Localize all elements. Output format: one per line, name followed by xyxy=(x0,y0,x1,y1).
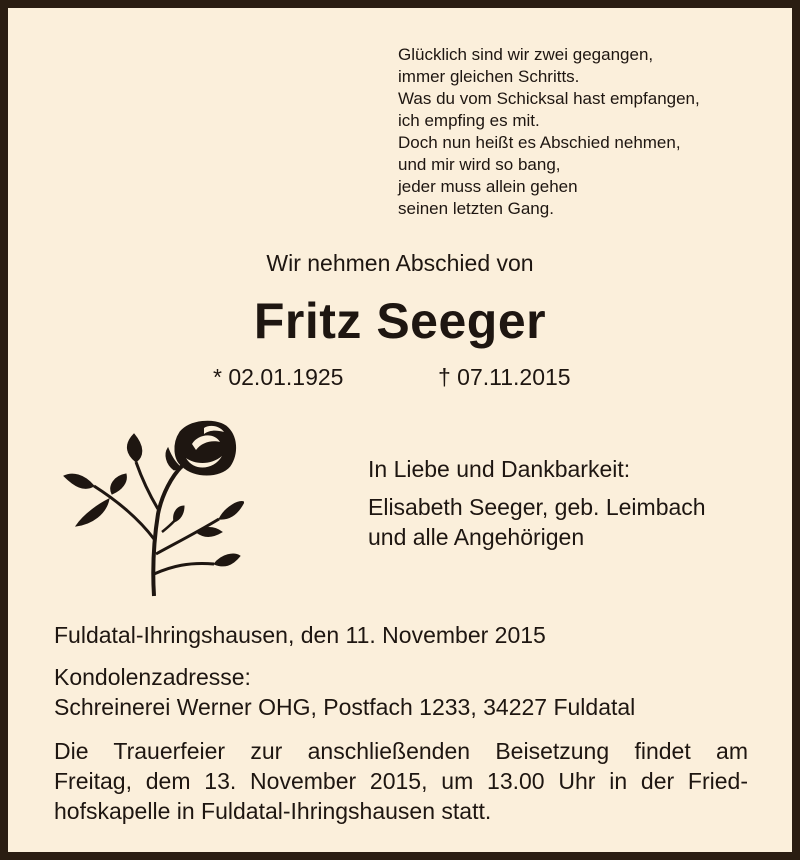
mourners-heading: In Liebe und Dankbarkeit: xyxy=(368,456,631,482)
poem-line: jeder muss allein gehen xyxy=(398,177,578,196)
poem-line: Was du vom Schicksal hast empfangen, xyxy=(398,89,700,108)
place-date: Fuldatal-Ihringshausen, den 11. November 2015 xyxy=(54,622,546,648)
obituary-card xyxy=(8,8,792,852)
deceased-name: Fritz Seeger xyxy=(253,293,547,349)
birth-date: * 02.01.1925 xyxy=(213,364,344,390)
condolence-address-text: Schreinerei Werner OHG, Postfach 1233, 34227 Fuldatal xyxy=(54,694,636,720)
poem-line: immer gleichen Schritts. xyxy=(398,67,580,86)
mourner-line: Elisabeth Seeger, geb. Leimbach xyxy=(368,494,706,520)
death-date: † 07.11.2015 xyxy=(438,364,571,390)
poem-line: ich empfing es mit. xyxy=(398,111,540,130)
farewell-intro: Wir nehmen Abschied von xyxy=(266,250,534,276)
poem xyxy=(398,44,700,220)
funeral-notice xyxy=(54,736,748,826)
poem-line: und mir wird so bang, xyxy=(398,155,561,174)
poem-line: Doch nun heißt es Abschied nehmen, xyxy=(398,133,681,152)
mourners xyxy=(368,454,706,552)
funeral-line: hofskapelle in Fuldatal-Ihringshausen statt. xyxy=(54,798,492,824)
rose-icon xyxy=(54,414,244,604)
condolence-address xyxy=(54,662,748,722)
poem-line: seinen letzten Gang. xyxy=(398,199,554,218)
condolence-label: Kondolenzadresse: xyxy=(54,664,251,690)
funeral-line: Freitag, dem 13. November 2015, um 13.00 Uhr in der Fried- xyxy=(54,768,748,794)
poem-line: Glücklich sind wir zwei gegangen, xyxy=(398,45,654,64)
mourner-line: und alle Angehörigen xyxy=(368,524,585,550)
funeral-line: Die Trauerfeier zur anschließenden Beisetzung findet am xyxy=(54,738,748,764)
